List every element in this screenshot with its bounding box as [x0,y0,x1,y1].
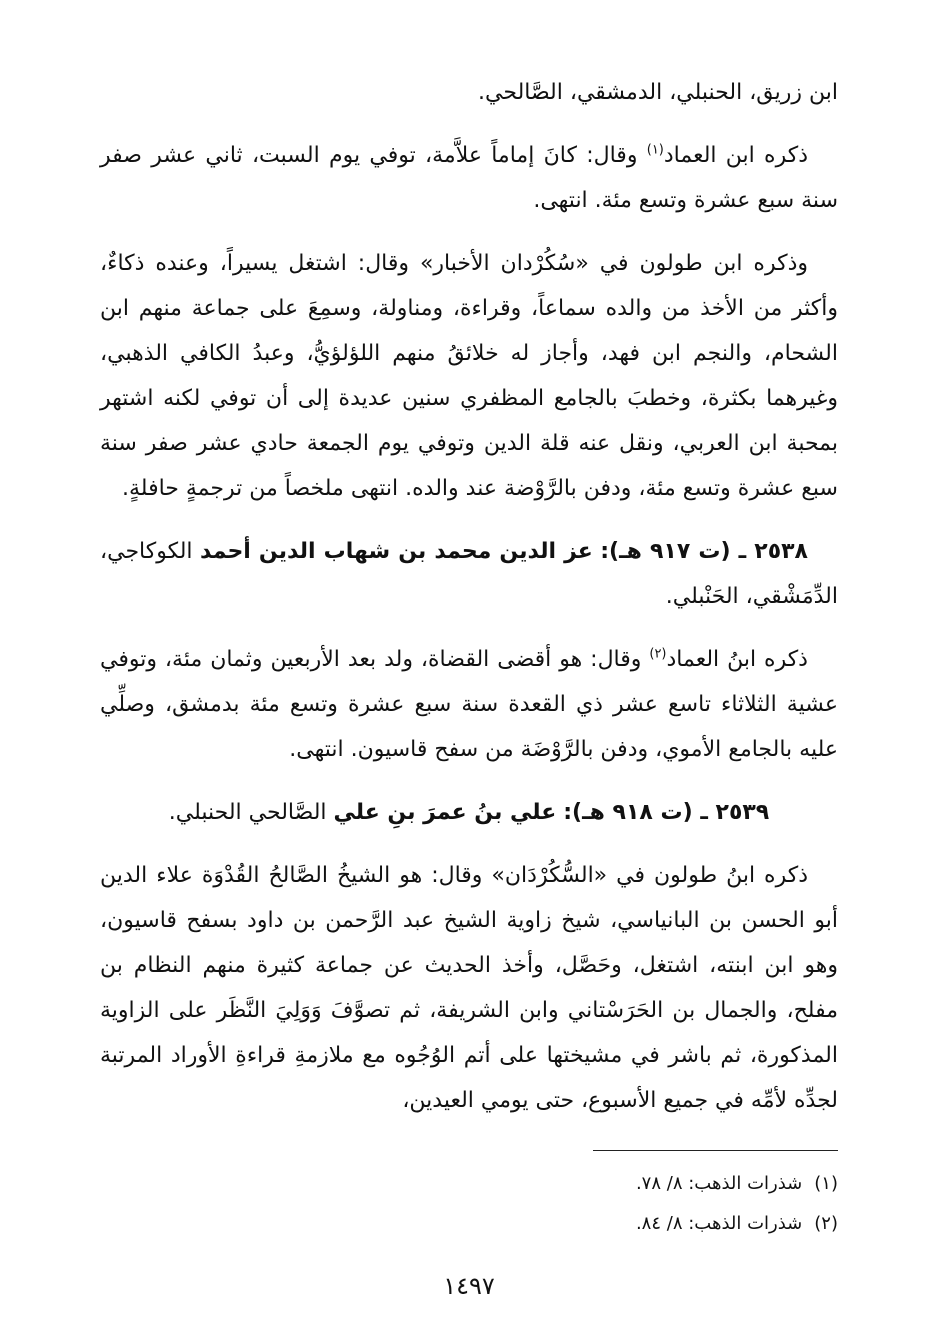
footnote-text: شذرات الذهب: ٨/ ٧٨. [635,1173,803,1194]
paragraph-text: وقال: كانَ إماماً علاَّمة، توفي يوم السبت، ثاني عشر صفر سنة سبع عشرة وتسع مئة. انتهى. [100,143,838,213]
paragraph-ibn-tulun-2 [100,853,838,1123]
paragraph-text: وقال: هو أقضى القضاة، ولد بعد الأربعين وثمان مئة، وتوفي عشية الثلاثاء تاسع عشر ذي القعدة سنة سبع عشرة وتسع مئة بدمشق، وصلِّي عليه بالجامع الأموي، ودفن بالرَّوْضَة من سفح قاسيون. انتهى. [100,647,838,762]
paragraph-text: وذكره ابن طولون في «سُكُرْدان الأخبار» وقال: اشتغل يسيراً، وعنده ذكاءٌ، وأكثر من الأخذ من والده سماعاً، وقراءة، ومناولة، وسمِعَ على جماعة منهم ابن الشحام، والنجم ابن فهد، وأجاز له خلائقُ منهم اللؤلؤيُّ، وعبدُ الكافي الذهبي، وغيرهما بكثرة، وخطبَ بالجامع المظفري سنين عديدة إلى أن توفي لكنه اشتهر بمحبة ابن العربي، ونقل عنه قلة الدين وتوفي يوم الجمعة حادي عشر صفر سنة سبع عشرة وتسع مئة، ودفن بالرَّوْضة عند والده. انتهى ملخصاً من ترجمةٍ حافلةٍ. [100,251,838,501]
entry-heading-2538 [100,529,838,619]
paragraph-text: ذكره ابنُ العماد [666,647,808,672]
footnote-reference-1: (١) [646,142,664,158]
footnote-reference-2: (٢) [649,646,667,662]
paragraph-text: ذكره ابنُ طولون في «السُّكُرْدَان» وقال: هو الشيخُ الصَّالحُ القُدْوَة علاء الدين أبو الحسن بن البانياسي، شيخ زاوية الشيخ عبد الرَّحمن بن داود بسفح قاسيون، وهو ابن ابنته، اشتغل، وحَصَّل، وأخذ الحديث عن جماعة كثيرة منهم النظام بن مفلح، والجمال بن الحَرَسْتاني وابن الشريفة، ثم تصوَّفَ وَوَلِيَ النَّظَر على الزاوية المذكورة، ثم باشر في مشيختها على أتم الوُجُوه مع ملازمةِ قراءةِ الأوراد المرتبة لجدِّه لأمِّه في جميع الأسبوع، حتى يومي العيدين، [100,863,838,1113]
footnote-separator [593,1150,838,1151]
paragraph-text: ابن زريق، الحنبلي، الدمشقي، الصَّالحي. [478,80,838,105]
entry-number: ٢٥٣٩ ـ (ت ٩١٨ هـ): [563,800,770,825]
page-number: ١٤٩٧ [443,1272,495,1300]
entry-number: ٢٥٣٨ ـ (ت ٩١٧ هـ): [600,539,808,564]
paragraph-ibn-tulun-1 [100,241,838,511]
footnote-text: شذرات الذهب: ٨/ ٨٤. [635,1213,803,1234]
footnotes [100,1164,838,1244]
footnote-1 [100,1164,838,1204]
entry-heading-2539 [100,790,838,835]
entry-nisba: الكوكاجي، الدِّمَشْقي، الحَنْبلي. [100,539,838,609]
entry-name: علي بنُ عمرَ بنِ علي [333,800,557,825]
paragraph-continuation [100,70,838,115]
paragraph-text: ذكره ابن العماد [663,143,808,168]
footnote-marker: (٢) [814,1213,838,1234]
paragraph-ibn-al-imad-1 [100,133,838,223]
entry-nisba: الصَّالحي الحنبلي. [168,800,334,825]
entry-name: عز الدين محمد بن شهاب الدين أحمد [199,539,593,564]
footnote-marker: (١) [814,1173,838,1194]
footnote-2 [100,1204,838,1244]
paragraph-ibn-al-imad-2 [100,637,838,772]
